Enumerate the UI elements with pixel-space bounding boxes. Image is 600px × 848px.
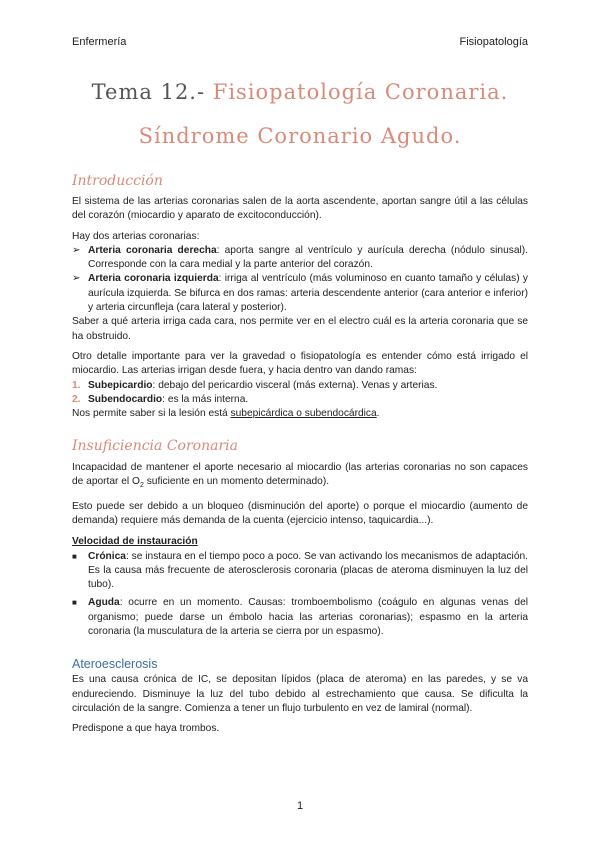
item-bold: Subepicardio <box>88 379 153 391</box>
bullet-text: : se instaura en el tiempo poco a poco. Se van activando los mecanismos de adaptación. Es la causa más frecuente de aterosclerosis coronaria (placas de ateroma disminuyen la luz del tubo). <box>88 550 528 591</box>
p1-part-a: Incapacidad de mantener el aporte necesario al miocardio (las arterias coronarias no son capaces de aportar el O <box>72 462 528 488</box>
bullet-chronic <box>72 550 528 593</box>
square-bullet-icon: ■ <box>72 551 77 561</box>
square-bullet-icon: ■ <box>72 598 77 608</box>
numbered-item-2 <box>72 393 528 407</box>
title-rest: Fisiopatología Coronaria. <box>205 80 509 104</box>
p5-suffix: . <box>376 408 380 420</box>
o2-subscript: 2 <box>139 482 144 490</box>
intro-paragraph-2: Hay dos arterias coronarias: <box>72 230 200 242</box>
p1-part-b: suficiente en un momento determinado). <box>143 476 330 488</box>
header-left: Enfermería <box>72 36 127 48</box>
numbered-item-1 <box>72 379 528 393</box>
bullet-text: : irriga al ventrículo (más voluminoso en cuanto tamaño y células) y aurícula izquierda. Se bifurca en dos ramas: arteria descendente anterior (cara anterior e inferior) y arteria circunfleja (cara lateral y posterior). <box>88 273 528 314</box>
intro-heading: Introducción <box>72 173 163 189</box>
intro-paragraph-1: El sistema de las arterias coronarias salen de la aorta ascendente, aportan sangre útil a las células del corazón (miocardio y aparato de excitoconducción). <box>72 196 528 222</box>
item-text: : es la más interna. <box>162 393 249 405</box>
bullet-bold: Aguda <box>88 597 120 609</box>
insuf-paragraph-2: Esto puede ser debido a un bloqueo (disminución del aporte) o porque el miocardio (aumento de demanda) requiere más demanda de la cuenta (ejercicio intenso, taquicardia...). <box>72 500 528 526</box>
athero-section <box>72 657 528 736</box>
item-text: : debajo del pericardio visceral (más externa). Venas y arterias. <box>152 379 438 391</box>
p5-prefix: Nos permite saber si la lesión está <box>72 408 231 420</box>
title-line-2: Síndrome Coronario Agudo. <box>138 124 462 148</box>
athero-paragraph-1: Es una causa crónica de IC, se depositan lípidos (placa de ateroma) en las paredes, y se va endureciendo. Disminuye la luz del tubo debido al estrechamiento que causa. Se dificulta la circulación de la sangre. Comienza a tener un flujo turbulento en vez de lamiral (normal). <box>72 674 528 714</box>
bullet-bold: Arteria coronaria izquierda <box>88 273 219 285</box>
intro-section <box>72 172 528 421</box>
intro-paragraph-4: Otro detalle importante para ver la gravedad o fisiopatología es entender cómo está irrigado el miocardio. Las arterias irrigan desde fuera, y hacia dentro van dando ramas: <box>72 350 528 377</box>
p5-underlined: subepicárdica o subendocárdica <box>230 408 377 420</box>
bullet-text: : ocurre en un momento. Causas: tromboembolismo (coágulo en algunas venas del organismo; puede darse un émbolo hacia las arterias coronarias); espasmo en la arteria coronaria (la musculatura de la arteria se cierra por un espasmo). <box>88 597 528 637</box>
arrow-icon: ➢ <box>72 273 81 285</box>
header-right: Fisiopatología <box>459 36 528 48</box>
bullet-bold: Arteria coronaria derecha <box>88 244 217 256</box>
page-number: 1 <box>296 800 304 812</box>
number-marker: 1. <box>72 379 81 391</box>
title-line-1 <box>0 80 600 104</box>
number-marker: 2. <box>72 393 81 405</box>
arrow-icon: ➢ <box>72 244 81 256</box>
bullet-text: : aporta sangre al ventrículo y aurícula derecha (nódulo sinusal). Corresponde con la cara medial y la parte anterior del corazón. <box>88 244 528 271</box>
intro-paragraph-3: Saber a qué arteria irriga cada cara, nos permite ver en el electro cuál es la arteria coronaria que se ha obstruido. <box>72 316 528 342</box>
bullet-left-coronary <box>72 272 528 315</box>
item-bold: Subendocardio <box>88 393 163 405</box>
bullet-right-coronary <box>72 244 528 273</box>
bullet-bold: Crónica <box>88 550 126 562</box>
insuf-heading: Insuficiencia Coronaria <box>72 438 238 454</box>
athero-paragraph-2: Predispone a que haya trombos. <box>72 723 220 735</box>
insuf-paragraph-1 <box>72 461 528 494</box>
title-prefix: Tema 12.- <box>91 80 206 104</box>
velocity-heading: Velocidad de instauración <box>72 536 198 548</box>
bullet-acute <box>72 596 528 639</box>
athero-heading: Ateroesclerosis <box>72 657 158 671</box>
insuf-section <box>72 437 528 639</box>
intro-paragraph-5 <box>72 407 528 421</box>
